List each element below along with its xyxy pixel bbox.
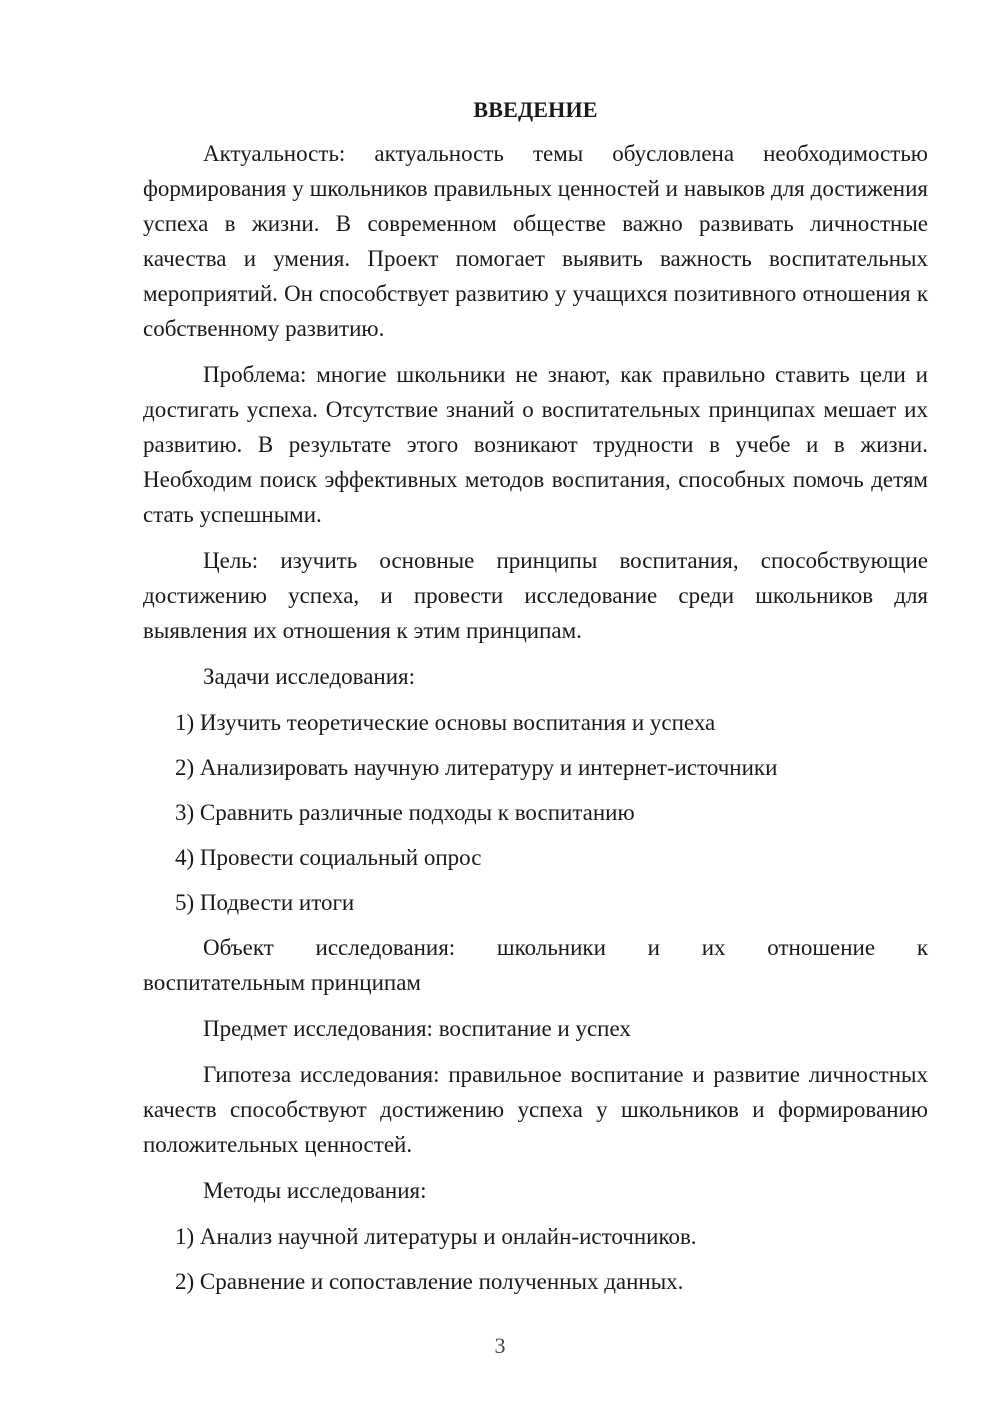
task-item-2: 2) Анализировать научную литературу и интернет-источники [175,755,778,780]
task-item-1: 1) Изучить теоретические основы воспитания и успеха [175,710,716,735]
page-content [143,94,928,1309]
subject-paragraph: Предмет исследования: воспитание и успех [203,1016,631,1041]
tasks-list [143,705,928,920]
method-item-1: 1) Анализ научной литературы и онлайн-источников. [175,1224,697,1249]
hypothesis-paragraph: Гипотеза исследования: правильное воспитание и развитие личностных качеств способствуют достижению успеха у школьников и формированию положительных ценностей. [143,1062,928,1157]
relevance-paragraph: Актуальность: актуальность темы обусловлена необходимостью формирования у школьников правильных ценностей и навыков для достижения успеха в жизни. В современном обществе важно развивать личностные качества и умения. Проект помогает выявить важность воспитательных мероприятий. Он способствует развитию у учащихся позитивного отношения к собственному развитию. [143,141,928,341]
task-item-5: 5) Подвести итоги [175,890,355,915]
goal-paragraph: Цель: изучить основные принципы воспитания, способствующие достижению успеха, и провести исследование среди школьников для выявления их отношения к этим принципам. [143,548,928,643]
task-item-4: 4) Провести социальный опрос [175,845,482,870]
problem-paragraph: Проблема: многие школьники не знают, как правильно ставить цели и достигать успеха. Отсутствие знаний о воспитательных принципах мешает их развитию. В результате этого возникают трудности в учебе и в жизни. Необходим поиск эффективных методов воспитания, способных помочь детям стать успешными. [143,362,928,527]
methods-heading: Методы исследования: [203,1178,427,1203]
object-line-1: Объект исследования: школьники и их отношение к [203,935,928,960]
object-line-2: воспитательным принципам [143,970,421,995]
page-number: 3 [494,1333,506,1358]
task-item-3: 3) Сравнить различные подходы к воспитанию [175,800,635,825]
section-title: ВВЕДЕНИЕ [473,97,598,122]
methods-list [143,1219,928,1299]
method-item-2: 2) Сравнение и сопоставление полученных данных. [175,1269,684,1294]
object-paragraph [143,930,928,1000]
tasks-heading: Задачи исследования: [203,664,416,689]
